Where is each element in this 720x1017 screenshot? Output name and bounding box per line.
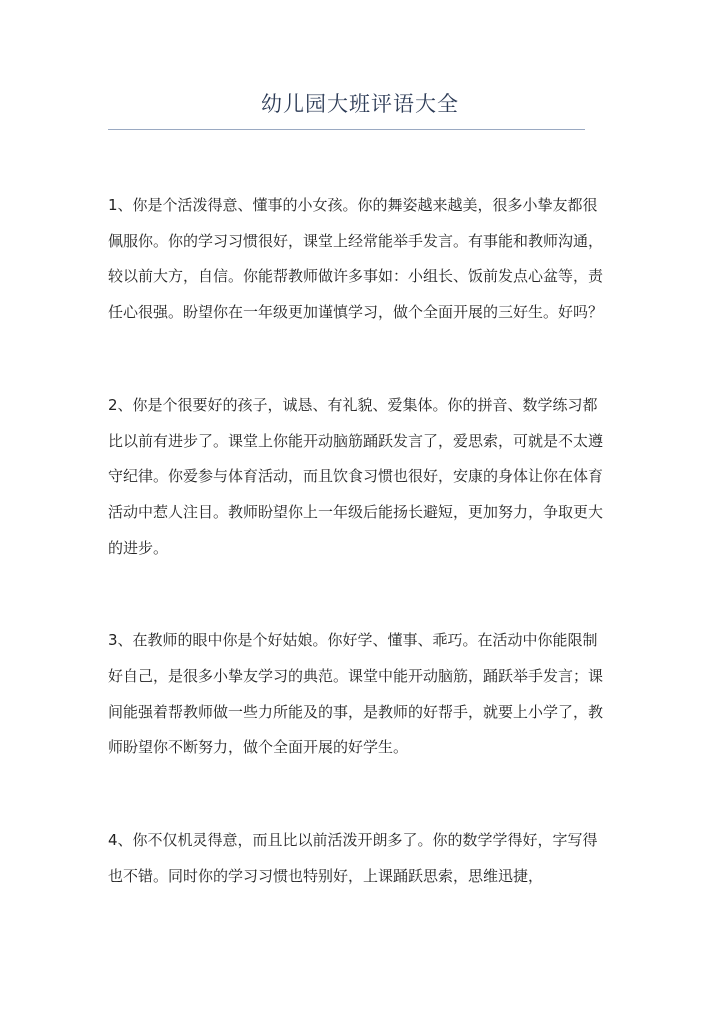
comment-paragraph-4: 4、你不仅机灵得意，而且比以前活泼开朗多了。你的数学学得好，字写得也不错。同时你的学习习惯也特别好，上课踊跃思索，思维迅捷， bbox=[108, 831, 598, 885]
title-divider bbox=[108, 129, 585, 130]
document-title: 幼儿园大班评语大全 bbox=[261, 92, 459, 116]
document-body bbox=[108, 188, 608, 895]
comment-paragraph-2: 2、你是个很要好的孩子，诚恳、有礼貌、爱集体。你的拼音、数学练习都比以前有进步了。课堂上你能开动脑筋踊跃发言了，爱思索，可就是不太遵守纪律。你爱参与体育活动，而且饮食习惯也很好，安康的身体让你在体育活动中惹人注目。教师盼望你上一年级后能扬长避短，更加努力，争取更大的进步。 bbox=[108, 395, 604, 557]
comment-paragraph-1: 1、你是个活泼得意、懂事的小女孩。你的舞姿越来越美，很多小挚友都很佩服你。你的学习习惯很好，课堂上经常能举手发言。有事能和教师沟通，较以前大方，自信。你能帮教师做许多事如：小组长、饭前发点心盆等，责任心很强。盼望你在一年级更加谨慎学习，做个全面开展的三好生。好吗？ bbox=[108, 196, 604, 322]
comment-paragraph-3: 3、在教师的眼中你是个好姑娘。你好学、懂事、乖巧。在活动中你能限制好自己，是很多小挚友学习的典范。课堂中能开动脑筋，踊跃举手发言；课间能强着帮教师做一些力所能及的事，是教师的好帮手，就要上小学了，教师盼望你不断努力，做个全面开展的好学生。 bbox=[108, 631, 604, 757]
